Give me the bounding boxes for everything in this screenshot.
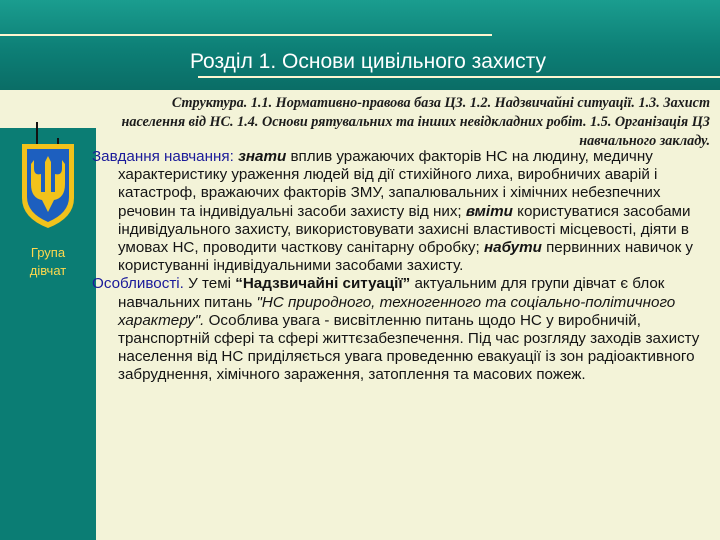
tasks-paragraph bbox=[92, 148, 704, 275]
features-text: Особлива увага - висвітленню питань щодо НС у виробничій, транспортній сфері та сфері життєзабезпечення. Під час розгляду заходів захисту населення від НС приділяється увага проведенню евакуації із зон радіоактивного забруднення, хімічного зараження, затоплення та масових пожеж. bbox=[118, 311, 700, 384]
topic-name: “Надзвичайні ситуації” bbox=[235, 275, 411, 293]
divider-line bbox=[198, 76, 720, 78]
acquire-keyword: набути bbox=[483, 239, 542, 257]
features-paragraph bbox=[92, 275, 704, 384]
main-content bbox=[92, 148, 704, 385]
features-text: У темі bbox=[183, 275, 236, 293]
able-keyword: вміти bbox=[465, 202, 513, 220]
group-label: Група дівчат bbox=[29, 245, 67, 278]
divider-line bbox=[0, 34, 492, 36]
know-keyword: знати bbox=[238, 148, 287, 165]
features-text: актуальним для групи дівчат є блок навчальних питань bbox=[118, 275, 665, 311]
page-title: Розділ 1. Основи цивільного захисту bbox=[189, 50, 547, 73]
structure-text bbox=[110, 94, 710, 151]
title-bar bbox=[0, 0, 720, 90]
structure-items: 1.1. Нормативно-правова база ЦЗ. 1.2. Надзвичайні ситуації. 1.3. Захист населення від НС. 1.4. Основи рятувальних та інших невідкладних робіт. 1.5. Організація ЦЗ навчального закладу. bbox=[121, 95, 710, 149]
tasks-label: Завдання навчання: bbox=[92, 148, 234, 165]
acquire-text: первинних навичок у користуванні індивідуальними засобами захисту. bbox=[118, 239, 694, 275]
structure-label: Структура. bbox=[171, 95, 248, 111]
block-name: "НС природного, техногенного та соціально-політичного характеру". bbox=[118, 293, 676, 329]
able-text: користуватися засобами індивідуального захисту, використовувати захисні властивості місцевості, діяти в умовах НС, проводити часткову санітарну обробку; bbox=[118, 202, 691, 257]
features-label: Особливості. bbox=[92, 275, 184, 293]
trident-coat-of-arms-icon bbox=[18, 140, 78, 230]
know-text: вплив уражаючих факторів НС на людину, медичну характеристику ураження людей від дії стихійного лиха, виробничих аварій і катастроф, вражаючих факторів ЗМУ, запалювальних і хімічних небезпечних речовин та індивідуальні засоби захисту від них; bbox=[118, 148, 661, 220]
